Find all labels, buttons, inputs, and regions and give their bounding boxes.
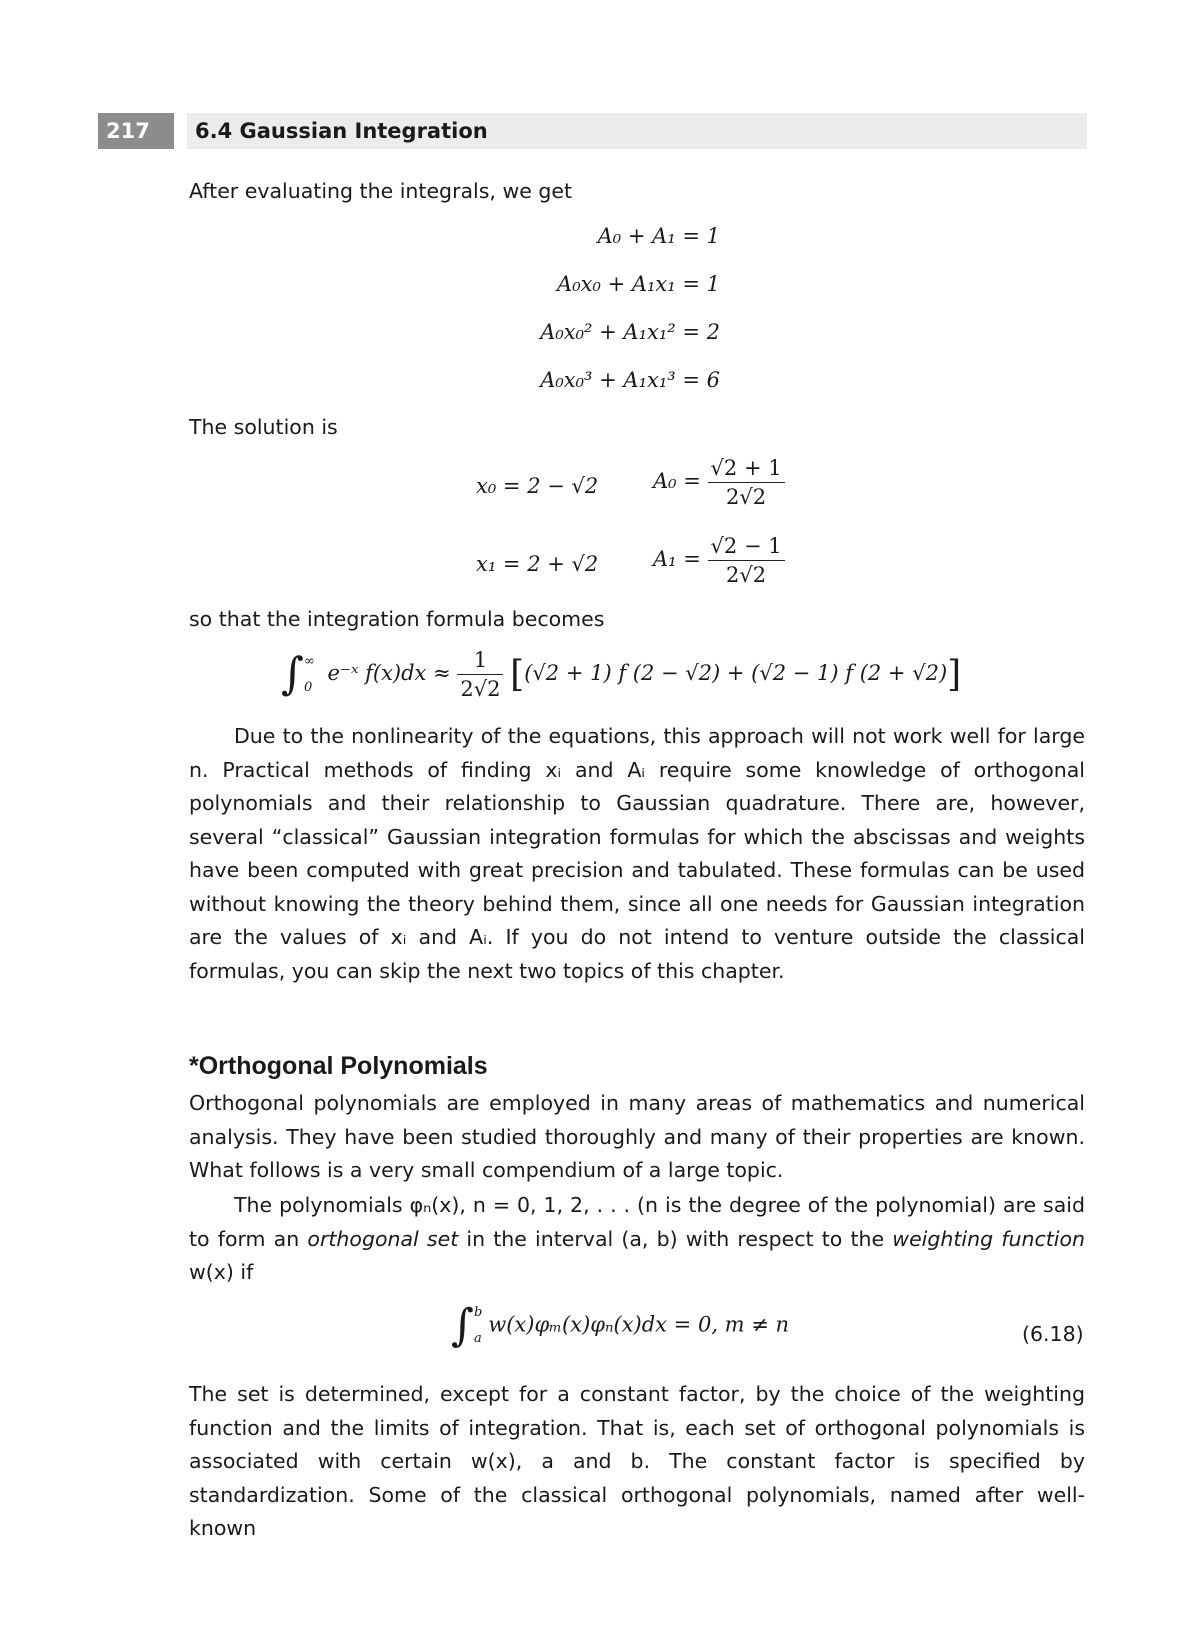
definition-part2: in the interval (a, b) with respect to the (458, 1226, 893, 1251)
solution-A1-lhs: A₁ = (653, 547, 701, 571)
equation-6-18 (451, 1300, 789, 1352)
equation-number: (6.18) (1022, 1322, 1084, 1346)
system-eq-1: A₀ + A₁ = 1 (597, 224, 720, 248)
formula-integrand: e⁻ˣ f(x)dx ≈ (327, 661, 451, 685)
solution-A1-denominator: 2√2 (708, 560, 785, 587)
formula-open-bracket: [ (510, 654, 525, 695)
formula-fraction-denominator: 2√2 (457, 674, 503, 701)
formula-bracket-body: (√2 + 1) f (2 − √2) + (√2 − 1) f (2 + √2) (524, 661, 948, 685)
integral-sign: ∫ (281, 648, 304, 700)
definition-part1: The polynomials φₙ(x), n = 0, 1, 2, . . . (n is the degree of the polynomial) are said to form an (189, 1193, 1085, 1251)
system-eq-2: A₀x₀ + A₁x₁ = 1 (557, 272, 720, 296)
paragraph-nonlinearity: Due to the nonlinearity of the equations, this approach will not work well for large n. Practical methods of finding xᵢ and Aᵢ require some knowledge of orthogonal polynomials and their relationship to Gaussian quadrature. There are, however, several “classical” Gaussian integration formulas for which the abscissas and weights have been computed with great precision and tabulated. These formulas can be used without knowing the theory behind them, since all one needs for Gaussian integration are the values of xᵢ and Aᵢ. If you do not intend to venture outside the classical formulas, you can skip the next two topics of this chapter. (189, 724, 1085, 983)
integral-upper-limit: ∞ (303, 653, 315, 669)
eq618-upper-limit: b (473, 1305, 483, 1320)
solution-A0-fraction (708, 456, 785, 509)
eq618-body: w(x)φₘ(x)φₙ(x)dx = 0, m ≠ n (488, 1312, 790, 1337)
integral-lower-limit: 0 (303, 679, 313, 695)
solution-A0-lhs: A₀ = (653, 469, 701, 493)
formula-fraction-numerator: 1 (473, 648, 488, 672)
intro-text: After evaluating the integrals, we get (189, 179, 573, 203)
solution-x0: x₀ = 2 − √2 (476, 474, 599, 498)
solution-A1-numerator: √2 − 1 (710, 534, 782, 558)
paragraph-orthogonal-intro: Orthogonal polynomials are employed in many areas of mathematics and numerical analysis. They have been studied thoroughly and many of their properties are known. What follows is a very small compendium of a large topic. (189, 1091, 1085, 1182)
paragraph-orthogonal-definition (189, 1189, 1085, 1290)
definition-emphasis-orthogonal-set: orthogonal set (307, 1226, 459, 1251)
section-heading: *Orthogonal Polynomials (189, 1052, 488, 1080)
solution-A0-numerator: √2 + 1 (710, 456, 782, 480)
solution-A0 (653, 456, 785, 509)
solution-x1: x₁ = 2 + √2 (476, 552, 599, 576)
formula-close-bracket: ] (947, 654, 962, 695)
solution-A1 (653, 534, 785, 587)
formula-intro: so that the integration formula becomes (189, 607, 605, 631)
definition-part3: w(x) if (189, 1260, 254, 1284)
solution-A0-denominator: 2√2 (708, 482, 785, 509)
paragraph-set-determined: The set is determined, except for a constant factor, by the choice of the weighting function and the limits of integration. That is, each set of orthogonal polynomials is associated with certain w(x), a and b. The constant factor is specified by standardization. Some of the classical orthogonal polynomials, named after well-known (189, 1382, 1085, 1540)
integration-formula (281, 648, 961, 701)
page-number: 217 (98, 113, 174, 149)
running-header: 6.4 Gaussian Integration (187, 113, 1087, 149)
system-eq-4: A₀x₀³ + A₁x₁³ = 6 (540, 368, 720, 392)
system-eq-3: A₀x₀² + A₁x₁² = 2 (540, 320, 720, 344)
eq618-lower-limit: a (473, 1331, 482, 1346)
definition-emphasis-weighting-function: weighting function (892, 1226, 1086, 1251)
solution-A1-fraction (708, 534, 785, 587)
solution-intro: The solution is (189, 415, 338, 439)
formula-fraction (457, 648, 503, 701)
eq618-integral-sign: ∫ (451, 1300, 474, 1351)
